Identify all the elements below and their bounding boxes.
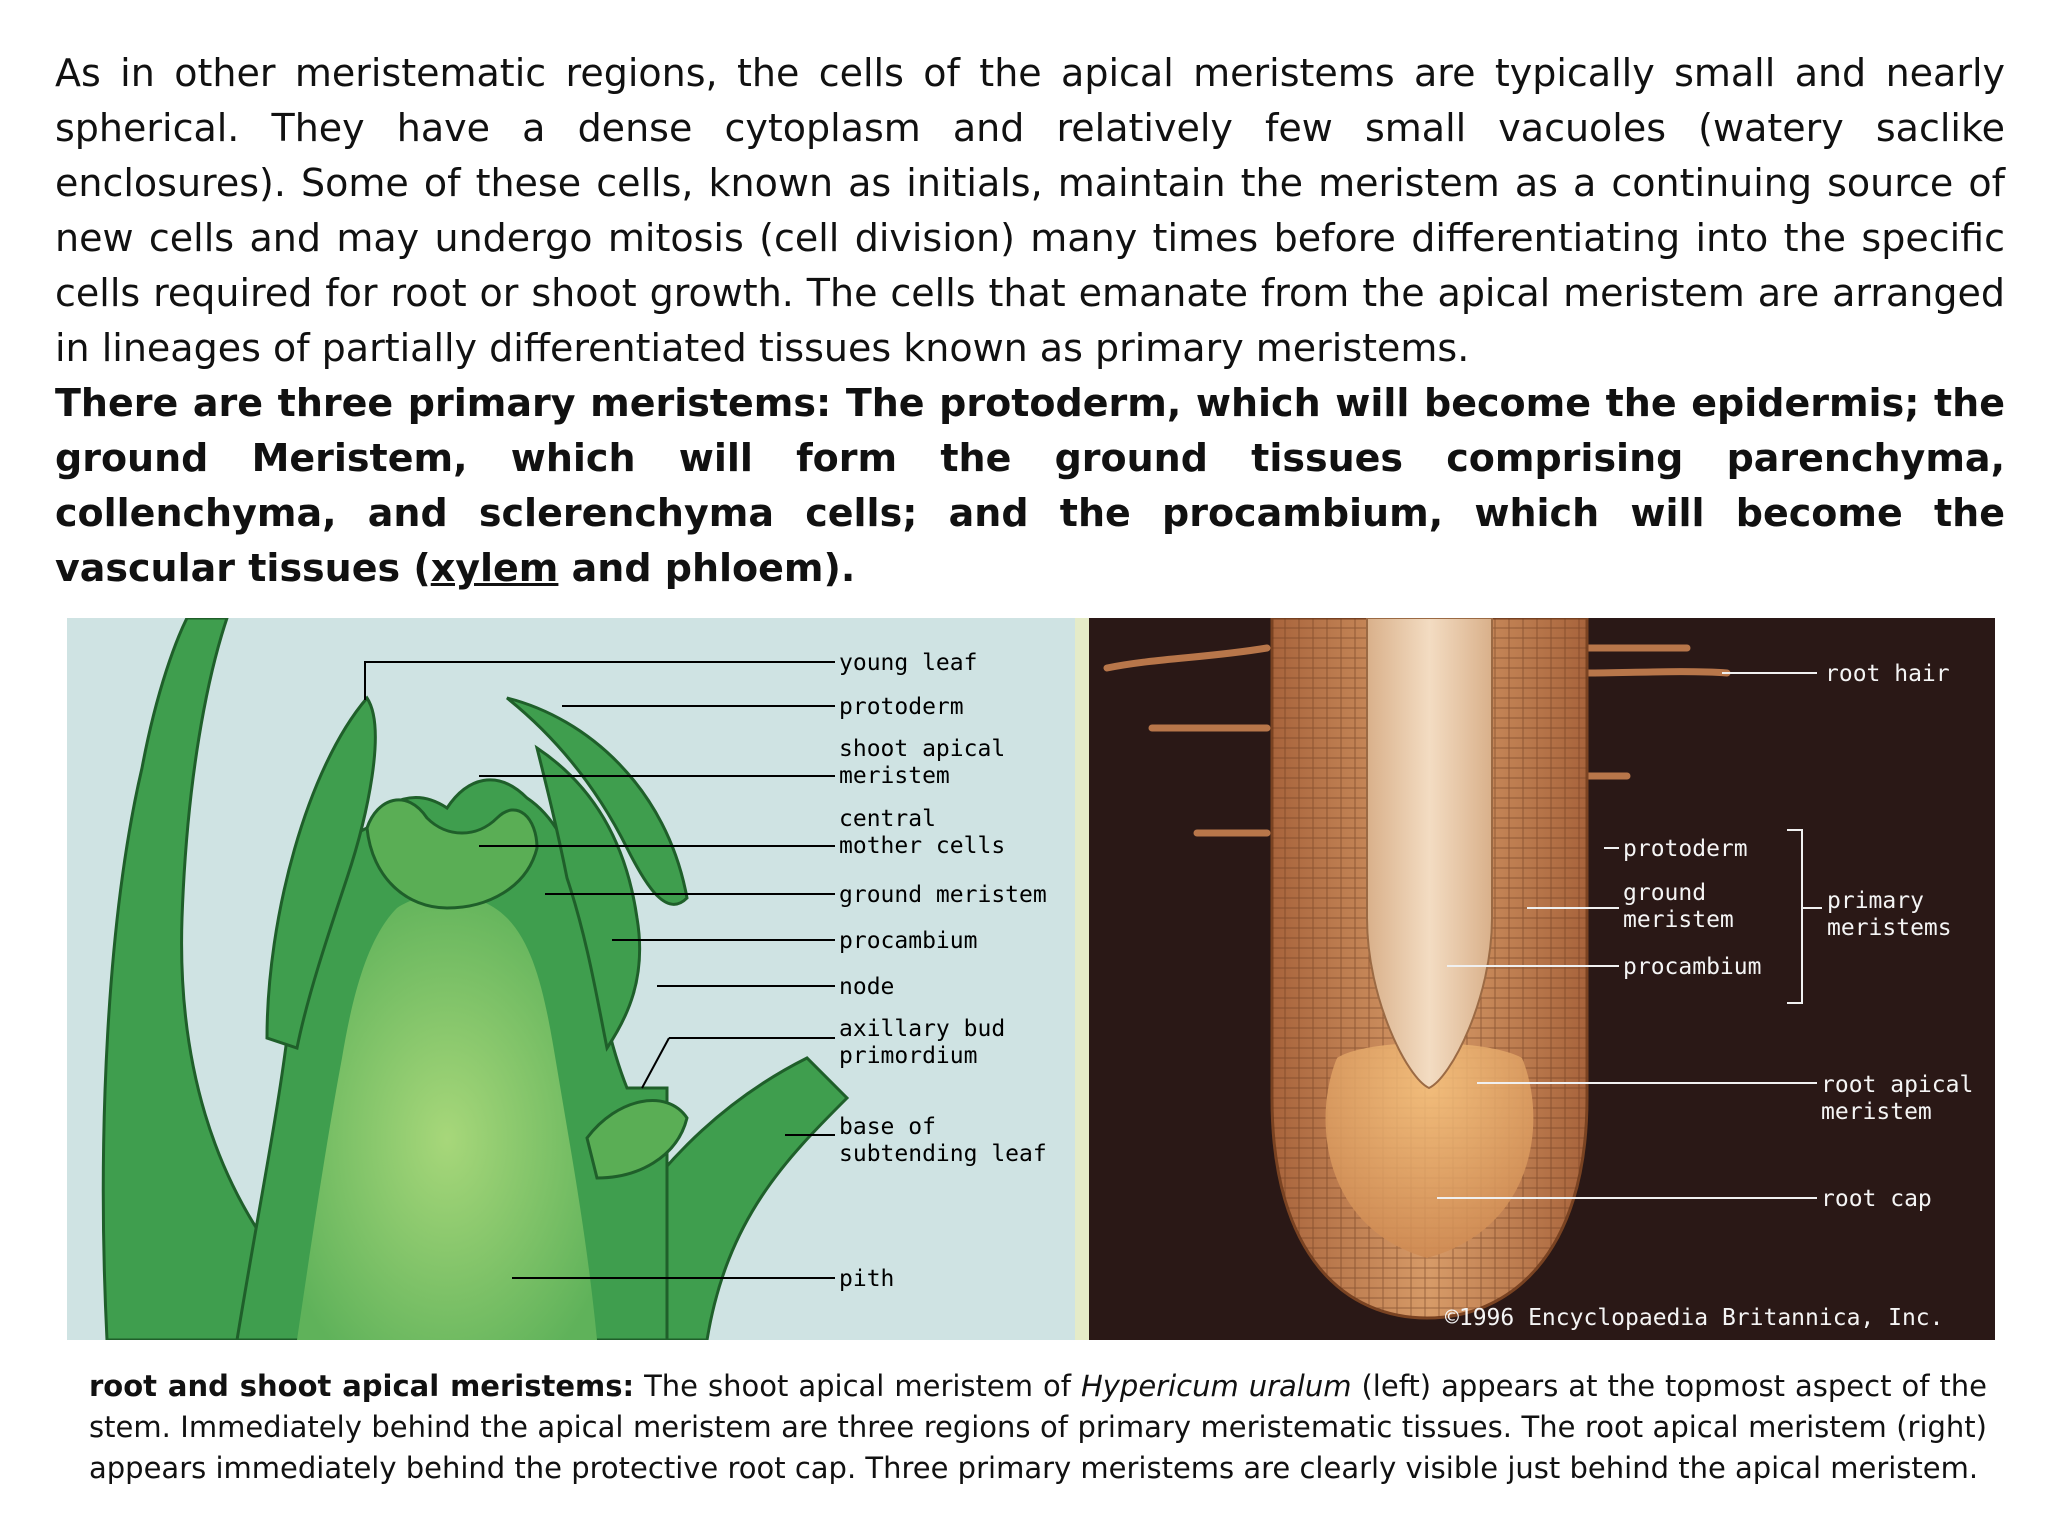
caption-title: root and shoot apical meristems: xyxy=(89,1369,635,1403)
label-ground-2: meristem xyxy=(1623,907,1734,933)
label-node: node xyxy=(839,974,895,1000)
shoot-panel xyxy=(67,618,1075,1340)
label-procambium-shoot: procambium xyxy=(839,928,978,954)
caption-part1: The shoot apical meristem of xyxy=(634,1369,1081,1403)
label-root-cap: root cap xyxy=(1821,1186,1932,1212)
label-root-apical-1: root apical xyxy=(1821,1072,1974,1098)
label-ground-1: ground xyxy=(1623,880,1707,906)
intro-paragraph: As in other meristematic regions, the cells of the apical meristems are typically small and nearly spherical. They have a dense cytoplasm and relatively few small vacuoles (watery saclike enclosures). Some of these cells, known as initials, maintain the meristem as a continuing source of new cells and may undergo mitosis (cell division) many times before differentiating into the specific cells required for root or shoot growth. The cells that emanate from the apical meristem are arranged in lineages of partially differentiated tissues known as primary meristems. xyxy=(55,51,2005,370)
paragraph2-text-before: There are three primary meristems: The protoderm, which will become the epidermis; the ground Meristem, which will form the ground tissues comprising parenchyma, collenchyma, and sclerenchyma cells; and the procambium, which will become the vascular tissues ( xyxy=(55,381,2005,590)
label-central-1: central xyxy=(839,806,936,832)
procambium-core xyxy=(1367,618,1492,1088)
label-base-1: base of xyxy=(839,1114,936,1140)
label-young-leaf: young leaf xyxy=(839,650,978,676)
label-protoderm-shoot: protoderm xyxy=(839,694,964,720)
caption-part2: (left) appears at the topmost aspect of the stem. Immediately behind the apical meristem are three regions of primary meristematic tissues. The root apical meristem (right) appears immediately behind the protective root cap. Three primary meristems are clearly visible just behind the apical meristem. xyxy=(89,1369,1987,1485)
label-ground-meristem-shoot: ground meristem xyxy=(839,882,1047,908)
label-shoot-apical-1: shoot apical xyxy=(839,736,1006,762)
label-procambium-root: procambium xyxy=(1623,954,1762,980)
label-pith: pith xyxy=(839,1266,895,1292)
label-base-2: subtending leaf xyxy=(839,1141,1047,1167)
copyright-notice: ©1996 Encyclopaedia Britannica, Inc. xyxy=(1445,1305,1944,1331)
label-central-2: mother cells xyxy=(839,833,1006,859)
label-shoot-apical-2: meristem xyxy=(839,763,950,789)
label-primary-2: meristems xyxy=(1827,915,1952,941)
figure-caption xyxy=(89,1366,1987,1489)
meristem-figure xyxy=(67,618,1995,1340)
label-root-apical-2: meristem xyxy=(1821,1099,1932,1125)
primary-meristems-paragraph xyxy=(55,376,2005,596)
paragraph2-text-after: and phloem). xyxy=(558,546,856,590)
label-axillary-1: axillary bud xyxy=(839,1016,1006,1042)
label-root-hair: root hair xyxy=(1825,661,1950,687)
panel-separator xyxy=(1075,618,1089,1340)
label-protoderm-root: protoderm xyxy=(1623,836,1748,862)
caption-species: Hypericum uralum xyxy=(1080,1369,1352,1403)
root-panel xyxy=(1089,618,1995,1340)
xylem-link[interactable]: xylem xyxy=(430,546,559,590)
label-primary-1: primary xyxy=(1827,888,1924,914)
label-axillary-2: primordium xyxy=(839,1043,978,1069)
